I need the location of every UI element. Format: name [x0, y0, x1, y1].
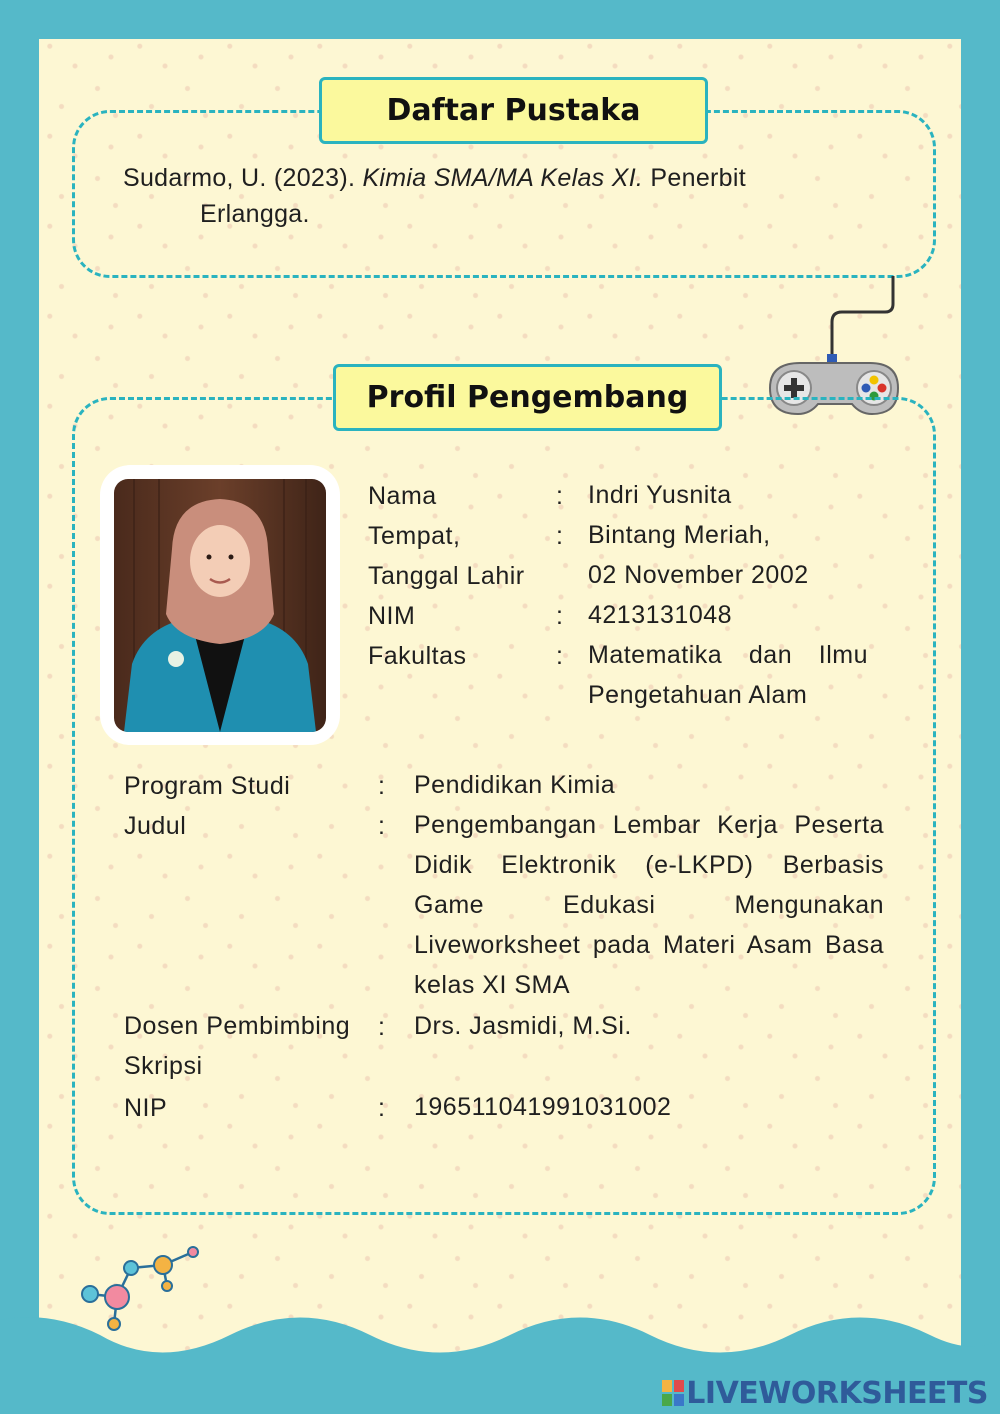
profile-title: Profil Pengembang — [333, 364, 722, 431]
field-value: Pendidikan Kimia — [414, 771, 616, 799]
profile-photo-frame — [100, 465, 340, 745]
field-label: Tanggal Lahir — [368, 562, 525, 590]
field-label: NIP — [124, 1094, 168, 1122]
field-label: Dosen Pembimbing Skripsi — [124, 1012, 351, 1080]
field-value: Bintang Meriah, — [588, 521, 771, 549]
field-colon: : — [556, 642, 564, 670]
field-colon: : — [378, 1094, 386, 1122]
field-colon: : — [556, 602, 564, 630]
field-label: Nama — [368, 482, 437, 510]
field-value: Drs. Jasmidi, M.Si. — [414, 1012, 632, 1040]
field-value: Indri Yusnita — [588, 481, 732, 509]
field-value: Pengembangan Lembar Kerja Peserta Didik Elektronik (e-LKPD) Berbasis Game Edukasi Mengunakan Liveworksheet pada Materi Asam Basa kelas XI SMA — [414, 811, 884, 999]
profile-photo — [114, 479, 326, 732]
liveworksheets-icon — [662, 1379, 684, 1405]
liveworksheets-logo[interactable] — [662, 1376, 988, 1411]
field-colon: : — [556, 482, 564, 510]
field-value: 196511041991031002 — [414, 1093, 672, 1121]
reference-entry: Sudarmo, U. (2023). Kimia SMA/MA Kelas XI. Penerbit Erlangga. — [123, 164, 746, 228]
field-label: NIM — [368, 602, 416, 630]
field-colon: : — [378, 812, 386, 840]
field-label: Tempat, — [368, 522, 461, 550]
liveworksheets-label: LIVEWORKSHEETS — [686, 1376, 988, 1411]
field-label: Judul — [124, 812, 187, 840]
field-label: Fakultas — [368, 642, 467, 670]
field-value: Matematika dan Ilmu Pengetahuan Alam — [588, 641, 868, 709]
field-colon: : — [378, 1013, 386, 1041]
field-colon: : — [378, 772, 386, 800]
field-label: Program Studi — [124, 772, 291, 800]
references-title: Daftar Pustaka — [319, 77, 708, 144]
field-colon: : — [556, 522, 564, 550]
field-value: 02 November 2002 — [588, 561, 809, 589]
field-value: 4213131048 — [588, 601, 733, 629]
